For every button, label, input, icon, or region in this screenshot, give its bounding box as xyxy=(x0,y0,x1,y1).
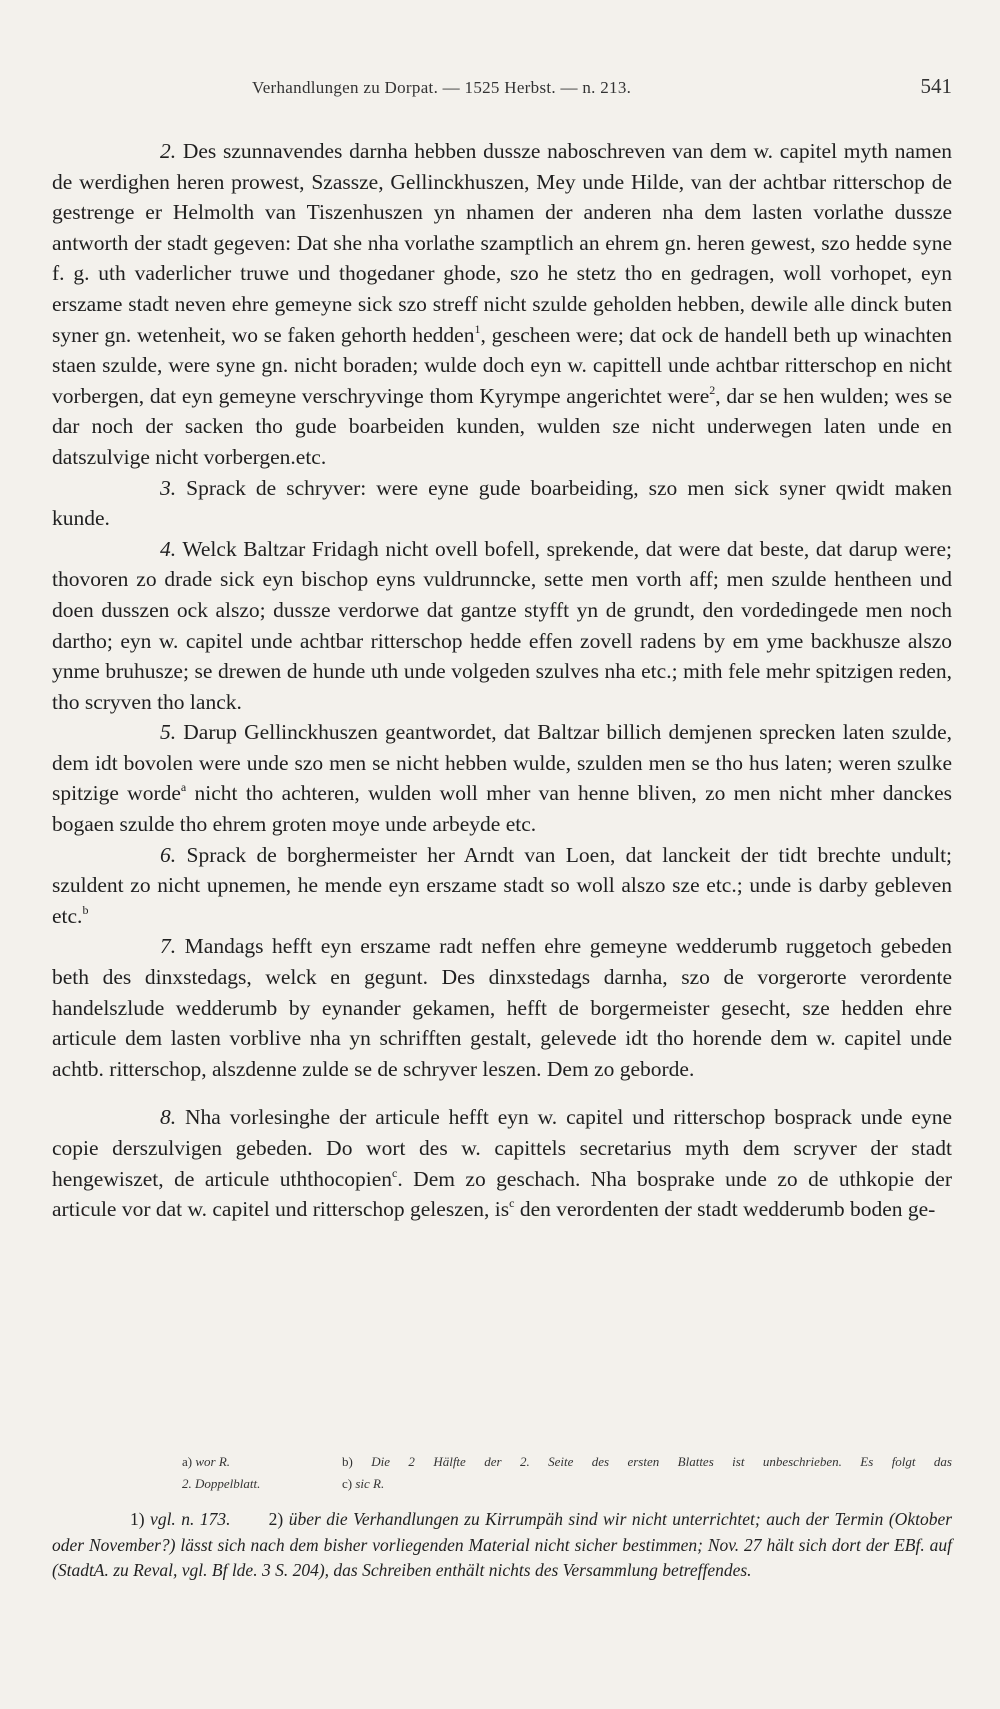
textual-notes xyxy=(182,1451,952,1495)
paragraph-5 xyxy=(52,717,952,839)
paragraph-gap xyxy=(52,1084,952,1102)
paragraph-2 xyxy=(52,136,952,473)
paragraph-7 xyxy=(52,931,952,1084)
note-text: Die 2 Hälfte der 2. Seite des ersten Blattes ist unbeschrieben. Es folgt das xyxy=(371,1454,952,1469)
note-text: wor R. xyxy=(195,1454,231,1469)
paragraph-number: 2. xyxy=(160,139,177,163)
note-b-continued xyxy=(182,1473,260,1495)
paragraph-text: , gescheen were; dat ock de handell beth up winachten staen szulde, were syne gn. nicht boraden; wulde doch eyn w. capittell unde achtbar ritterschop en nicht vorbergen, dat eyn gemeyne verschryvinge thom Kyrympe angerichtet were xyxy=(52,322,952,408)
note-text: 2. Doppelblatt. xyxy=(182,1476,261,1491)
note-text: sic R. xyxy=(355,1476,385,1491)
paragraph-text: den verordenten der stadt wedderumb boden ge- xyxy=(514,1197,936,1222)
paragraph-number: 3. xyxy=(160,475,177,500)
page-header xyxy=(52,74,952,104)
footnote-ref: b xyxy=(82,902,89,917)
note-label: 2) xyxy=(268,1509,284,1529)
footnote-ref: 2 xyxy=(709,382,716,397)
note-c xyxy=(342,1473,384,1495)
main-text xyxy=(52,136,952,1225)
note-label: 1) xyxy=(130,1509,145,1529)
note-text: vgl. n. 173. xyxy=(150,1509,231,1529)
paragraph-number: 8. xyxy=(160,1105,177,1130)
paragraph-3 xyxy=(52,473,952,534)
note-row xyxy=(182,1451,952,1473)
paragraph-text: Sprack de schryver: were eyne gude boarbeiding, szo men sick syner qwidt maken kunde. xyxy=(52,475,953,531)
commentary-notes xyxy=(52,1507,952,1584)
note-text: über die Verhandlungen zu Kirrumpäh sind wir nicht unterrichtet; auch der Termin (Oktober oder November?) lässt sich nach dem bisher vorliegenden Material nicht sicher bestimmen; Nov. 27 hält sich dort der EBf. auf (StadtA. zu Reval, vgl. Bf lde. 3 S. 204), das Schreiben enthält nichts des Versammlung betreffendes. xyxy=(52,1509,953,1580)
paragraph-text: Des szunnavendes darnha hebben dussze naboschreven van dem w. capitel myth namen de werdighen heren prowest, Szassze, Gellinckhuszen, Mey unde Hilde, van der achtbar ritterschop de gestrenge er Helmolth van Tiszenhuszen yn nhamen der anderen nha dem lasten vorlathe dussze antworth der stadt gegeven: Dat she nha vorlathe szamptlich an ehrem gn. heren gewest, szo hedde syne f. g. uth vaderlicher truwe und thogedaner ghode, szo he stetz tho en gedragen, woll vorhopet, eyn erszame stadt neven ehre gemeyne sick szo streff nicht szulde geholden hebben, dewile alle dinck buten syner gn. wetenheit, wo se faken gehorth hedden xyxy=(52,139,952,347)
paragraph-text: , dar se hen wulden; wes se dar noch der sacken tho gude boarbeiden kunden, wulden sze nicht underwegen laten unde en datszulvige nicht vorbergen.etc. xyxy=(52,383,952,469)
paragraph-number: 6. xyxy=(160,842,177,867)
paragraph-text: Darup Gellinckhuszen geantwordet, dat Baltzar billich demjenen sprecken laten szulde, dem idt bovolen were unde szo men se nicht hebben wulde, szulden men se tho hus laten; weren szulke spitzige worde xyxy=(52,720,953,806)
paragraph-text: . Dem zo geschach. Nha bosprake unde zo de uthkopie der articule vor dat w. capitel und ritterschop geleszen, is xyxy=(52,1166,952,1222)
note-a xyxy=(182,1451,230,1473)
note-b xyxy=(342,1451,952,1473)
paragraph-number: 5. xyxy=(160,720,177,745)
paragraph-text: nicht tho achteren, wulden woll mher van henne bliven, zo men nicht mher danckes bogaen szulde tho ehrem groten moye unde arbeyde etc. xyxy=(52,781,952,837)
commentary-note xyxy=(52,1507,952,1584)
paragraph-6 xyxy=(52,840,952,932)
paragraph-text: Nha vorlesinghe der articule hefft eyn w. capitel und ritterschop bosprack unde eyne copie derszulvigen gebeden. Do wort des w. capittels secretarius myth dem scryver der stadt hengewiszet, de articule uththocopien xyxy=(52,1105,953,1191)
paragraph-text: Sprack de borghermeister her Arndt van Loen, dat lanckeit der tidt brechte undult; szuldent zo nicht upnemen, he mende eyn erszame stadt so woll alszo sze etc.; unde is darby gebleven etc. xyxy=(52,842,953,928)
note-row xyxy=(182,1473,952,1495)
note-label: c) xyxy=(342,1476,353,1491)
paragraph-text: Mandags hefft eyn erszame radt neffen ehre gemeyne wedderumb ruggetoch gebeden beth des dinxstedags, welck en gegunt. Des dinxstedags darnha, szo de vorgerorte verordente handelszlude wedderumb by eynander gekamen, hefft de borgermeister gesecht, sze hedden ehre articule dem lasten vorblive nha yn schrifften gestalt, gelevede idt tho horende dem w. capitel unde achtb. ritterschop, alszdenne zulde se de schryver leszen. Dem zo geborde. xyxy=(52,934,952,1081)
running-head: Verhandlungen zu Dorpat. — 1525 Herbst. — n. 213. xyxy=(252,78,632,97)
note-label: b) xyxy=(342,1454,353,1469)
footnote-ref: a xyxy=(180,780,187,795)
paragraph-number: 7. xyxy=(160,934,177,959)
note-label: a) xyxy=(182,1454,193,1469)
paragraph-4 xyxy=(52,534,952,718)
paragraph-8 xyxy=(52,1102,952,1224)
paragraph-number: 4. xyxy=(160,536,177,561)
footnote-ref: c xyxy=(392,1165,398,1180)
page-number: 541 xyxy=(920,74,952,98)
paragraph-text: Welck Baltzar Fridagh nicht ovell bofell, sprekende, dat were dat beste, dat darup were; thovoren zo drade sick eyn bischop eyns vuldrunncke, sette men vorth aff; men szulde hentheen und doen dusszen ock alszo; dussze verdorwe dat gantze styfft yn de grundt, den vordedingede men noch dartho; eyn w. capitel unde achtbar ritterschop hedde effen zovell radens by em yme backhusze alszo ynme bruhusze; se drewen de hunde uth unde volgeden szulves nha etc.; mith fele mehr spitzigen reden, tho scryven tho lanck. xyxy=(52,536,952,714)
footnote-ref: 1 xyxy=(474,321,481,336)
footnote-ref: c xyxy=(509,1196,515,1211)
